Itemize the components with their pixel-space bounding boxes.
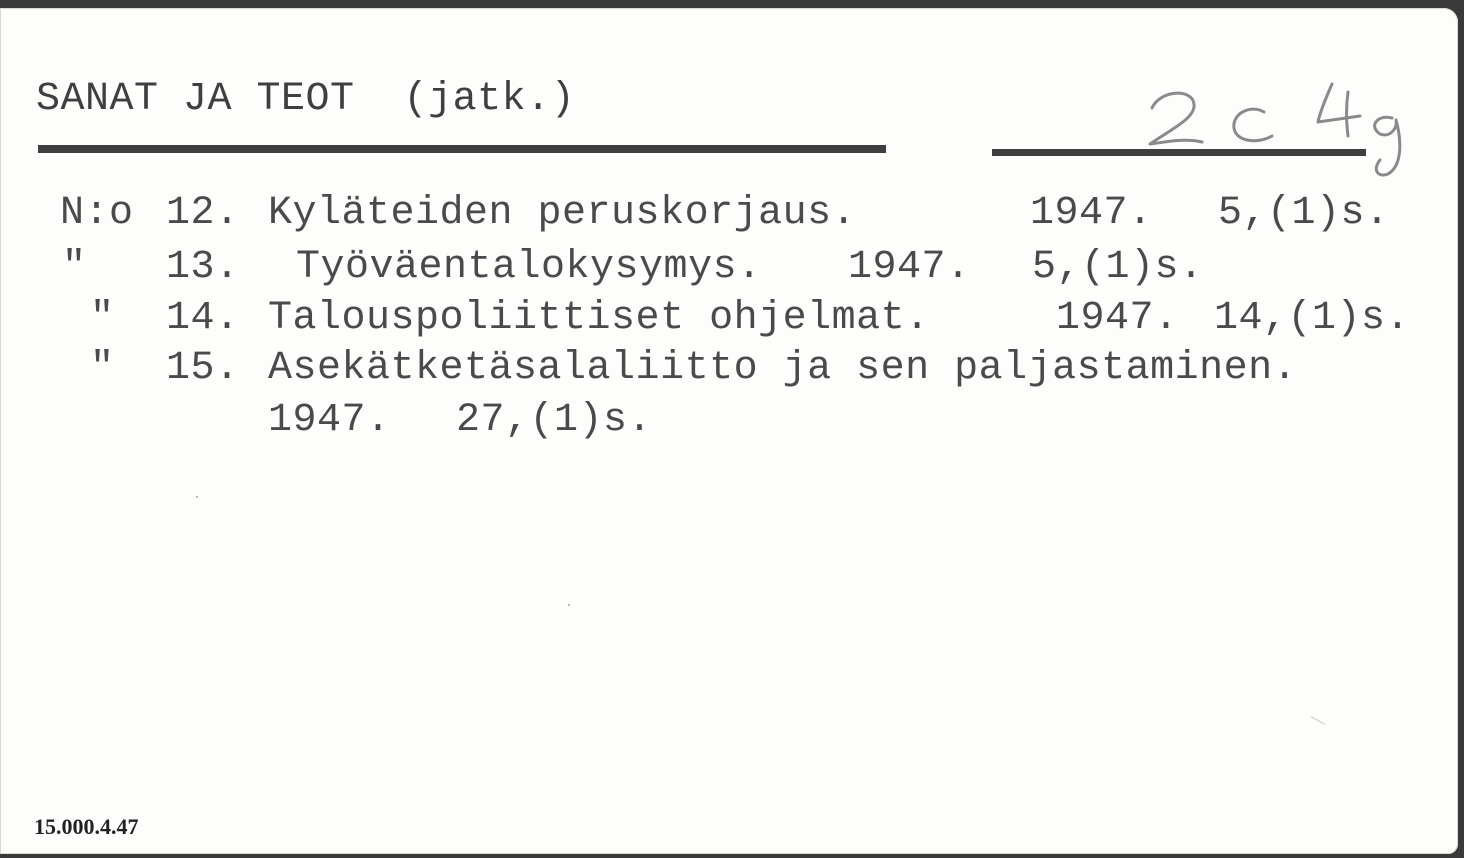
paper-speck [196, 496, 198, 498]
entry-2-prefix: " [62, 245, 87, 290]
entry-2-title: Työväentalokysymys. [296, 245, 762, 290]
entry-1-prefix: N:o [60, 191, 134, 236]
entry-4-pages: 27,(1)s. [456, 398, 653, 443]
entry-4-year: 1947. [268, 398, 391, 443]
entry-3-title: Talouspoliittiset ohjelmat. [268, 296, 930, 341]
entry-1-pages: 5,(1)s. [1218, 191, 1390, 236]
entry-4-prefix: " [90, 346, 115, 391]
paper-speck [568, 604, 570, 606]
print-run-code: 15.000.4.47 [34, 814, 139, 839]
entry-2-number: 13. [166, 245, 240, 290]
catalog-card [0, 8, 1458, 854]
entry-2-year: 1947. [848, 245, 971, 290]
entry-3-prefix: " [90, 296, 115, 341]
entry-4-number: 15. [166, 346, 240, 391]
entry-1-title: Kyläteiden peruskorjaus. [268, 191, 857, 236]
entry-3-number: 14. [166, 296, 240, 341]
card-title: SANAT JA TEOT (jatk.) [36, 77, 576, 122]
entry-3-year: 1947. [1056, 296, 1179, 341]
entry-1-year: 1947. [1030, 191, 1153, 236]
handwritten-shelfmark [1140, 62, 1410, 192]
entry-3-pages: 14,(1)s. [1214, 296, 1411, 341]
entry-1-number: 12. [166, 191, 240, 236]
entry-2-pages: 5,(1)s. [1032, 245, 1204, 290]
paper-mark [1311, 716, 1326, 724]
entry-4-title: Asekätketäsalaliitto ja sen paljastaminen. [268, 346, 1298, 391]
title-underline [38, 145, 886, 153]
